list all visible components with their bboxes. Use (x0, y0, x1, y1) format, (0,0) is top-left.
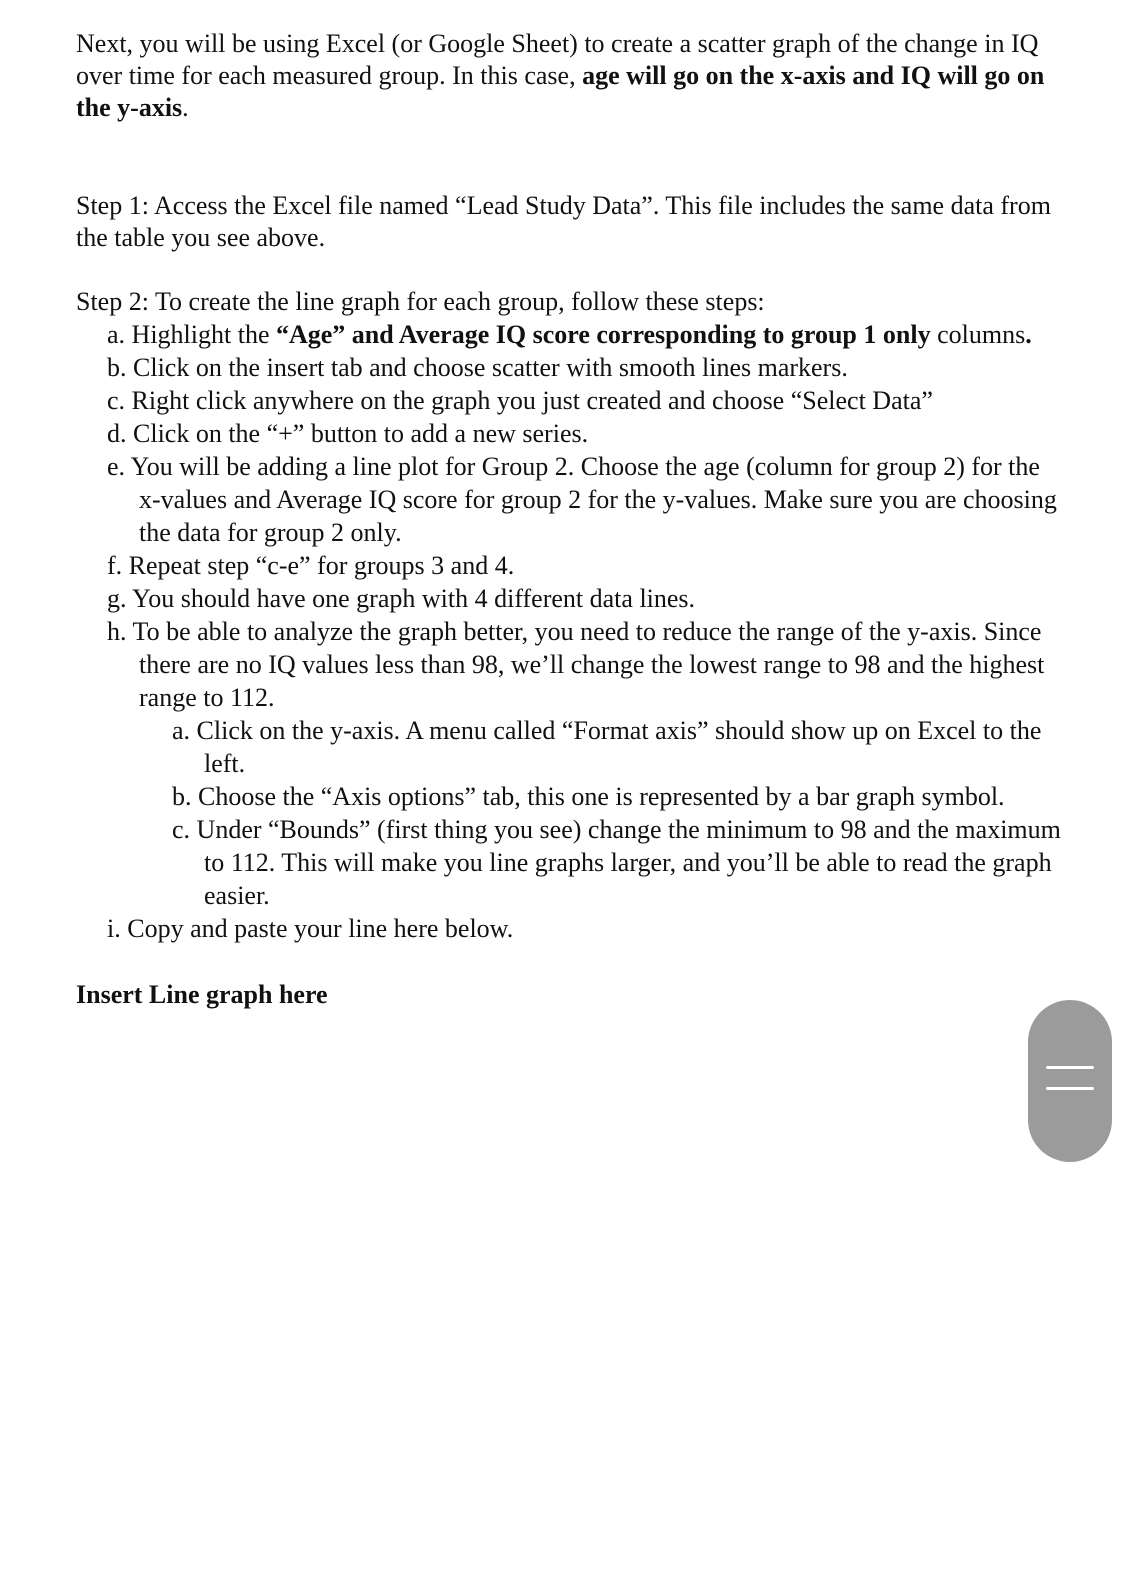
list-marker: i. (107, 914, 121, 943)
list-marker: a. (172, 716, 191, 745)
step-1-paragraph: Step 1: Access the Excel file named “Lead Study Data”. This file includes the same data from the table you see above. (76, 191, 1051, 252)
list-item-text: columns (930, 320, 1026, 349)
list-marker: f. (107, 551, 123, 580)
sub-list-item (76, 813, 1061, 912)
step-2-list (76, 318, 1061, 945)
list-item-text: You will be adding a line plot for Group 2. Choose the age (column for group 2) for the x-values and Average IQ score for group 2 for the y-values. Make sure you are choosing the data for group 2 only. (130, 452, 1057, 547)
list-item (76, 912, 1061, 945)
grip-line-icon (1046, 1087, 1094, 1090)
list-marker: b. (172, 782, 192, 811)
list-item-bold-text: . (1025, 320, 1032, 349)
list-marker: b. (107, 353, 127, 382)
list-item (76, 318, 1061, 351)
list-item-text: Click on the insert tab and choose scatter with smooth lines markers. (133, 353, 848, 382)
list-marker: d. (107, 419, 127, 448)
list-item-text: To be able to analyze the graph better, you need to reduce the range of the y-axis. Since there are no IQ values less than 98, we’ll change the lowest range to 98 and the highest range to 112. (132, 617, 1045, 712)
list-marker: h. (107, 617, 127, 646)
list-item-text: Choose the “Axis options” tab, this one is represented by a bar graph symbol. (198, 782, 1005, 811)
list-item-text: Under “Bounds” (first thing you see) change the minimum to 98 and the maximum to 112. This will make you line graphs larger, and you’ll be able to read the graph easier. (196, 815, 1061, 910)
document-page (76, 28, 1061, 1011)
list-item-text: Repeat step “c-e” for groups 3 and 4. (128, 551, 515, 580)
list-marker: g. (107, 584, 127, 613)
list-marker: a. (107, 320, 126, 349)
list-item-text: Right click anywhere on the graph you just created and choose “Select Data” (131, 386, 933, 415)
list-marker: c. (172, 815, 191, 844)
list-marker: c. (107, 386, 126, 415)
list-item-text: Click on the “+” button to add a new series. (133, 419, 589, 448)
list-item-text: Click on the y-axis. A menu called “Format axis” should show up on Excel to the left. (196, 716, 1042, 778)
intro-bold-text: age will go on the x-axis and IQ will go on the y-axis (76, 61, 1045, 122)
intro-text-end: . (182, 93, 189, 122)
list-item (76, 549, 1061, 582)
list-item-text: You should have one graph with 4 different data lines. (132, 584, 696, 613)
list-item (76, 351, 1061, 384)
insert-graph-heading: Insert Line graph here (76, 980, 328, 1009)
intro-text: Next, you will be using Excel (or Google Sheet) to create a scatter graph of the change in IQ over time for each measured group. In this case, (76, 29, 1039, 90)
grip-line-icon (1046, 1066, 1094, 1069)
sub-list-item (76, 714, 1061, 780)
list-marker: e. (107, 452, 126, 481)
list-item (76, 615, 1061, 714)
list-item-text: Highlight the (131, 320, 276, 349)
intro-paragraph (76, 28, 1061, 124)
scroll-handle[interactable] (1028, 1000, 1112, 1162)
list-item (76, 450, 1061, 549)
list-item (76, 582, 1061, 615)
list-item (76, 384, 1061, 417)
sub-list-item (76, 780, 1061, 813)
list-item (76, 417, 1061, 450)
step-2-heading: Step 2: To create the line graph for each group, follow these steps: (76, 287, 765, 316)
list-item-bold-text: “Age” and Average IQ score corresponding to group 1 only (275, 320, 931, 349)
list-item-text: Copy and paste your line here below. (127, 914, 514, 943)
